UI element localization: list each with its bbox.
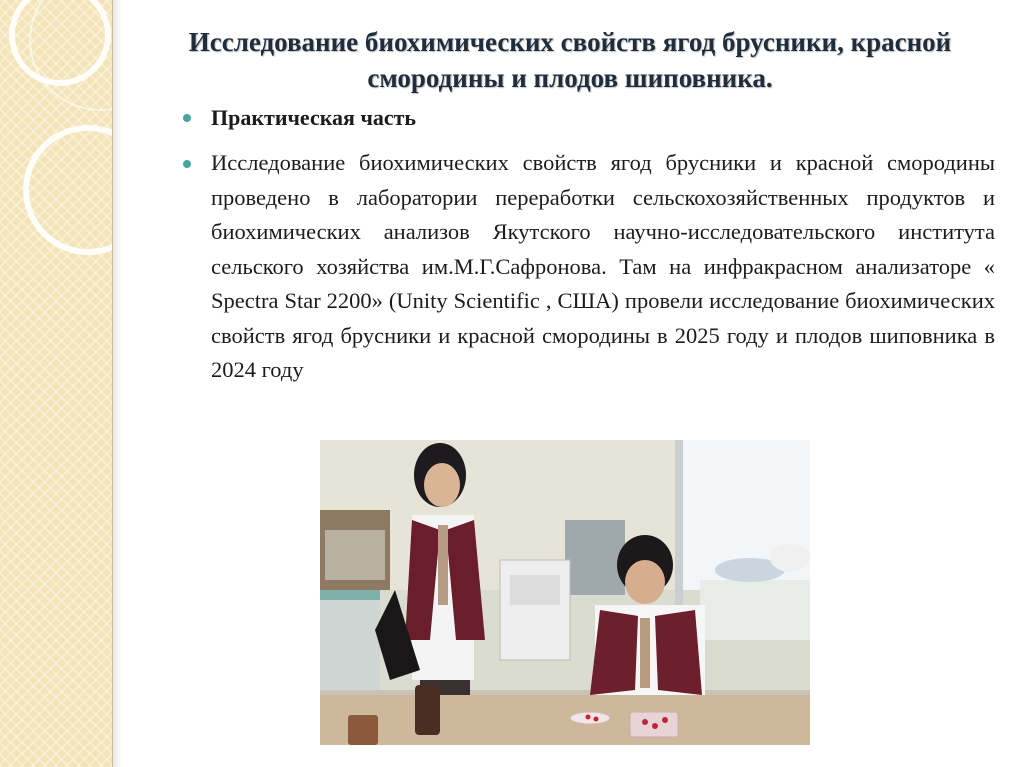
bullet-list <box>183 100 995 388</box>
strip-shadow <box>112 0 122 767</box>
bullet-dot-icon <box>183 114 191 122</box>
bullet-text-research: Исследование биохимических свойств ягод брусники и красной смородины проведено в лаборатории переработки сельскохозяйственных продуктов и биохимических анализов Якутского научно-исследовательского института сельского хозяйства им.М.Г.Сафронова. Там на инфракрасном анализаторе « Spectra Star 2200» (Unity Scientific , США) провели исследование биохимических свойств ягод брусники и красной смородины в 2025 году и плодов шиповника в 2024 году <box>211 150 995 382</box>
slide-title: Исследование биохимических свойств ягод брусники, красной смородины и плодов шиповника. <box>188 27 952 93</box>
bullet-item <box>183 100 995 136</box>
bullet-item <box>183 146 995 388</box>
decorative-circles <box>0 0 112 767</box>
bullet-dot-icon <box>183 160 191 168</box>
bullet-text-practical: Практическая часть <box>211 105 417 130</box>
decorative-side-strip <box>0 0 113 767</box>
lab-photo <box>320 440 810 745</box>
